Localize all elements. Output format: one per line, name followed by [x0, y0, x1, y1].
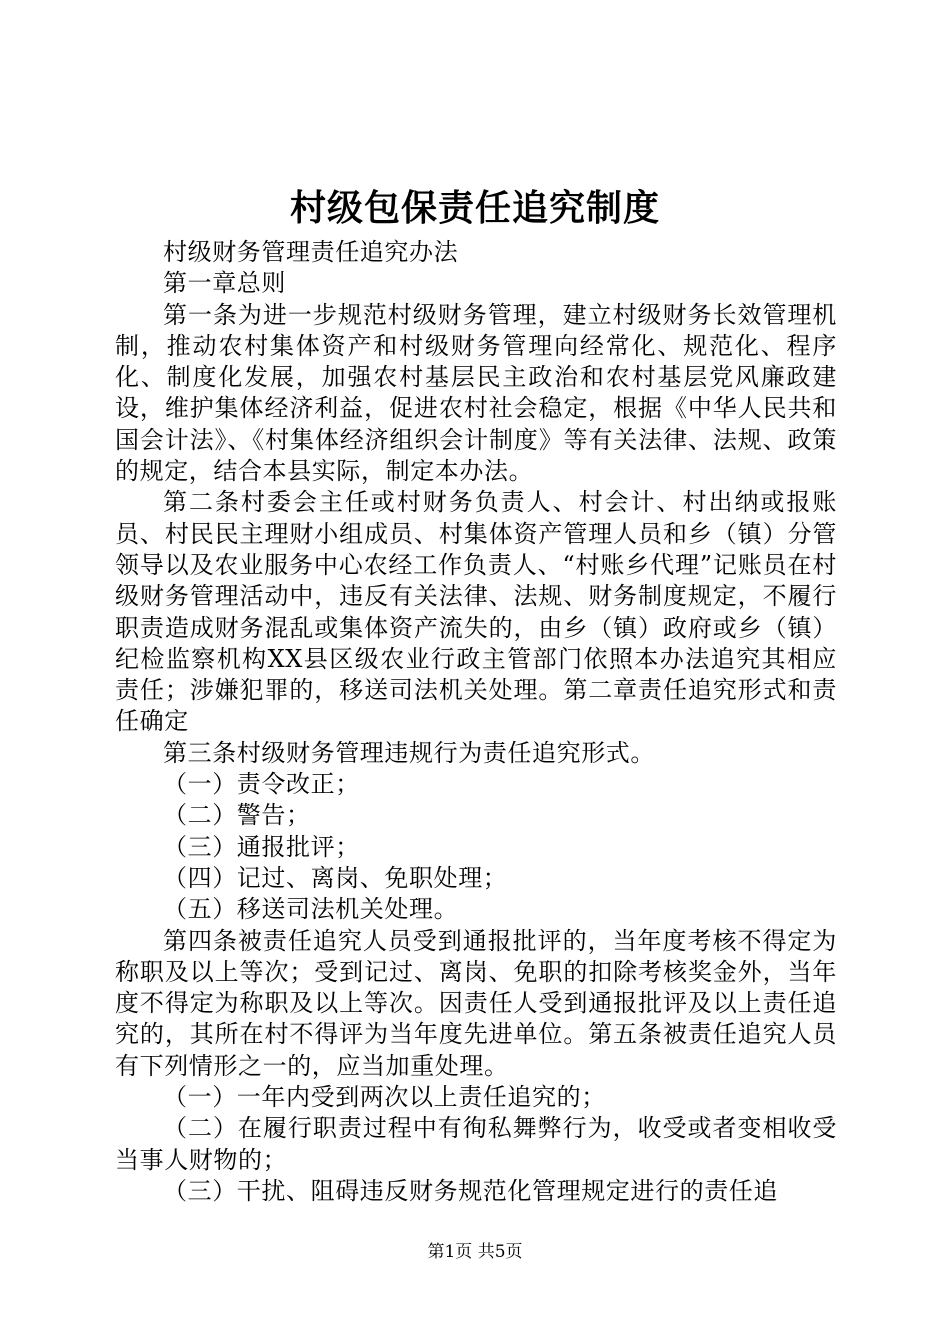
paragraph: （一）一年内受到两次以上责任追究的；	[163, 1083, 606, 1112]
page-footer: 第1页 共5页	[427, 1242, 523, 1262]
paragraph: 第四条被责任追究人员受到通报批评的，当年度考核不得定为称职及以上等次；受到记过、离岗、免职的扣除考核奖金外，当年度不得定为称职及以上等次。因责任人受到通报批评及以上责任追究的，其所在村不得评为当年度先进单位。第五条被责任追究人员有下列情形之一的，应当加重处理。	[115, 926, 837, 1080]
paragraph: （三）通报批评；	[163, 832, 360, 861]
paragraph: 第一条为进一步规范村级财务管理，建立村级财务长效管理机制，推动农村集体资产和村级财务管理向经常化、规范化、程序化、制度化发展，加强农村基层民主政治和农村基层党风廉政建设，维护集体经济利益，促进农村社会稳定，根据《中华人民共和国会计法》、《村集体经济组织会计制度》等有关法律、法规、政策的规定，结合本县实际，制定本办法。	[115, 300, 837, 486]
paragraph: （四）记过、离岗、免职处理；	[163, 863, 508, 892]
paragraph: 第三条村级财务管理违规行为责任追究形式。	[163, 738, 655, 767]
paragraph: 第一章总则	[163, 269, 286, 298]
document-body	[115, 237, 837, 1207]
paragraph: （二）警告；	[163, 801, 311, 830]
paragraph: 第二条村委会主任或村财务负责人、村会计、村出纳或报账员、村民民主理财小组成员、村集体资产管理人员和乡（镇）分管领导以及农业服务中心农经工作负责人、“村账乡代理”记账员在村级财务管理活动中，违反有关法律、法规、财务制度规定，不履行职责造成财务混乱或集体资产流失的，由乡（镇）政府或乡（镇）纪检监察机构XX县区级农业行政主管部门依照本办法追究其相应责任；涉嫌犯罪的，移送司法机关处理。第二章责任追究形式和责任确定	[115, 488, 837, 736]
paragraph: 村级财务管理责任追究办法	[163, 238, 459, 266]
paragraph: （一）责令改正；	[163, 770, 360, 799]
paragraph: （二）在履行职责过程中有徇私舞弊行为，收受或者变相收受当事人财物的；	[115, 1114, 837, 1174]
paragraph: （三）干扰、阻碍违反财务规范化管理规定进行的责任追	[163, 1176, 778, 1205]
paragraph: （五）移送司法机关处理。	[163, 895, 459, 924]
document-title: 村级包保责任追究制度	[289, 187, 660, 229]
